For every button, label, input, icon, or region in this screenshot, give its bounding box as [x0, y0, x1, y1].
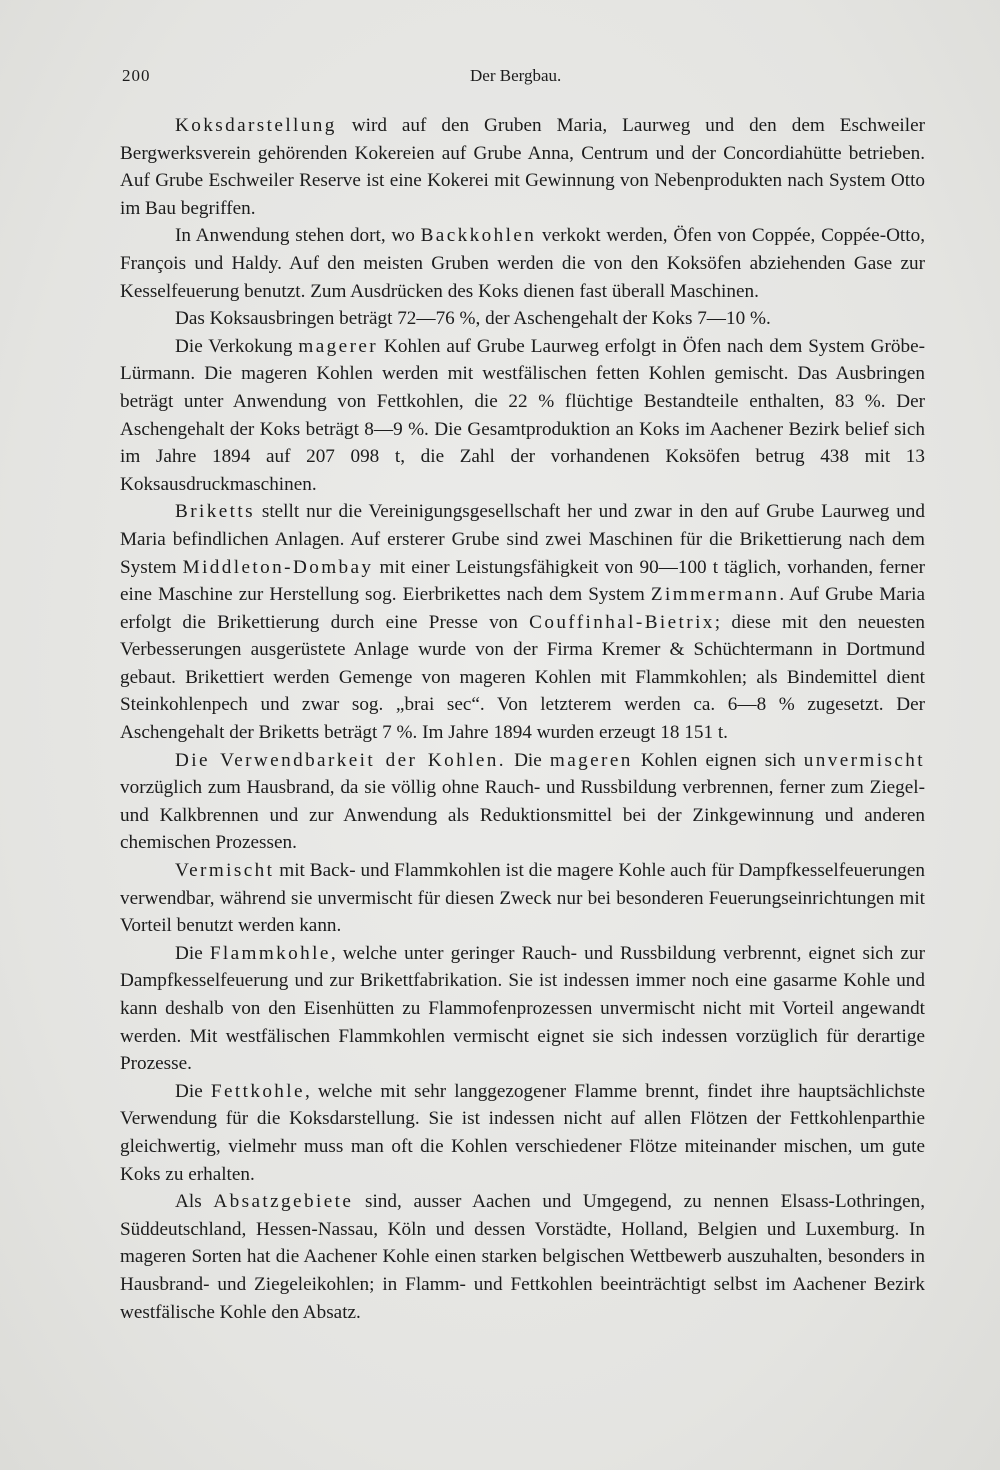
page-number: 200 [122, 66, 151, 85]
spaced-emphasis: Backkohlen [420, 225, 537, 247]
spaced-emphasis: Absatzgebiete [213, 1191, 354, 1213]
paragraph [120, 112, 925, 222]
text-run: . Auf Grube Maria erfolgt die Brikettierung durch eine Presse von [120, 584, 926, 633]
spaced-emphasis: Couffinhal-Bietrix [529, 611, 715, 633]
spaced-emphasis: mageren [549, 749, 633, 771]
paragraph [120, 1188, 925, 1326]
paragraph [120, 940, 925, 1078]
text-run: Die [505, 749, 550, 771]
text-run: Kohlen eignen sich [632, 749, 804, 771]
paragraph [120, 498, 925, 746]
text-run: ; diese mit den neuesten Verbesserungen ausgerüstete Anlage wurde von der Firma Kremer & Schüchtermann in Dortmund gebaut. Brikettiert werden Gemenge von mageren Kohlen mit Flammkohlen; als Bindemittel dient Steinkohlenpech und zwar sog. „brai sec“. Von letzterem werden ca. 6—8 % zugesetzt. Der Aschengehalt der Briketts beträgt 7 %. Im Jahre 1894 wurden erzeugt 18 151 t. [120, 611, 925, 744]
text-run: vorzüglich zum Hausbrand, da sie völlig ohne Rauch- und Russbildung verbrennen, ferner zum Ziegel- und Kalkbrennen und zur Anwendung als Reduktionsmittel bei der Zinkgewinnung und anderen chemischen Prozessen. [120, 777, 925, 854]
spaced-emphasis: Zimmermann [650, 584, 780, 606]
paragraph [120, 305, 925, 333]
spaced-emphasis: Die Verwendbarkeit der Kohlen. [175, 749, 506, 771]
spaced-emphasis: Flammkohle [209, 942, 331, 964]
spaced-emphasis: unvermischt [803, 749, 925, 771]
paragraph [120, 857, 925, 940]
spaced-emphasis: magerer [298, 335, 379, 357]
text-run: Die [175, 1080, 211, 1102]
text-run: wird auf den Gruben Maria, Laurweg und den dem Eschweiler Bergwerksverein gehörenden Kokereien auf Grube Anna, Centrum und der Concordiahütte betrieben. Auf Grube Eschweiler Reserve ist eine Kokerei mit Gewinnung von Nebenprodukten nach System Otto im Bau begriffen. [120, 115, 925, 219]
text-run: sind, ausser Aachen und Umgegend, zu nennen Elsass-Lothringen, Süddeutschland, Hessen-Nassau, Köln und dessen Vorstädte, Holland, Belgien und Luxemburg. In mageren Sorten hat die Aachener Kohle einen starken belgischen Wettbewerb auszuhalten, besonders in Hausbrand- und Ziegeleikohlen; in Flamm- und Fettkohlen beeinträchtigt selbst im Aachener Bezirk westfälische Kohle den Absatz. [120, 1191, 925, 1323]
text-run: Kohlen auf Grube Laurweg erfolgt in Öfen nach dem System Gröbe-Lürmann. Die mageren Kohlen werden mit westfälischen fetten Kohlen gemischt. Das Ausbringen beträgt unter Anwendung von Fettkohlen, die 22 % flüchtige Bestandteile enthalten, 83 %. Der Aschengehalt der Koks beträgt 8—9 %. Die Gesamtproduktion an Koks im Aachener Bezirk belief sich im Jahre 1894 auf 207 098 t, die Zahl der vorhandenen Koksöfen betrug 438 mit 13 Koksausdruckmaschinen. [120, 335, 925, 495]
paragraph [120, 1078, 925, 1188]
paragraph [120, 333, 925, 499]
paragraph [120, 222, 925, 305]
spaced-emphasis: Vermischt [175, 860, 275, 882]
text-run: , welche unter geringer Rauch- und Russbildung verbrennt, eignet sich zur Dampfkesselfeuerung und zur Brikettfabrikation. Sie ist indessen immer noch eine gasarme Kohle und kann deshalb von den Eisenhütten zu Flammofenprozessen unvermischt nicht mit Vorteil angewandt werden. Mit westfälischen Flammkohlen vermischt eignet sie sich indessen vorzüglich für derartige Prozesse. [120, 942, 925, 1075]
text-run: mit Back- und Flammkohlen ist die magere Kohle auch für Dampfkesselfeuerungen verwendbar, während sie unvermischt für diesen Zweck nur bei besonderen Feuerungseinrichtungen mit Vorteil benutzt werden kann. [120, 860, 925, 937]
text-run: Die [175, 942, 210, 964]
text-run: Das Koksausbringen beträgt 72—76 %, der Aschengehalt der Koks 7—10 %. [175, 308, 771, 330]
body-text [120, 112, 925, 1326]
text-run: Die Verkokung [175, 335, 299, 357]
text-run: In Anwendung stehen dort, wo [175, 225, 421, 247]
text-run: verkokt werden, Öfen von Coppée, Coppée-Otto, François und Haldy. Auf den meisten Gruben werden die von den Koksöfen abziehenden Gase zur Kesselfeuerung benutzt. Zum Ausdrücken des Koks dienen fast überall Maschinen. [120, 225, 925, 302]
spaced-emphasis: Koksdarstellung [175, 115, 337, 136]
paragraph [120, 747, 925, 857]
text-run: Als [175, 1191, 214, 1213]
text-run: , welche mit sehr langgezogener Flamme brennt, findet ihre hauptsächlichste Verwendung für die Koksdarstellung. Sie ist indessen nicht auf allen Flötzen der Fettkohlenparthie gleichwertig, vielmehr muss man oft die Kohlen verschiedener Flötze miteinander mischen, um gute Koks zu erhalten. [120, 1080, 925, 1185]
spaced-emphasis: Middleton-Dombay [182, 556, 374, 578]
running-title: Der Bergbau. [470, 66, 562, 85]
text-run: stellt nur die Vereinigungsgesellschaft her und zwar in den auf Grube Laurweg und Maria befindlichen Anlagen. Auf ersterer Grube sind zwei Maschinen für die Brikettierung nach dem System [120, 501, 925, 578]
running-header [122, 66, 922, 96]
spaced-emphasis: Briketts [175, 501, 255, 523]
spaced-emphasis: Fettkohle [210, 1080, 305, 1102]
text-run: mit einer Leistungsfähigkeit von 90—100 t täglich, vorhanden, ferner eine Maschine zur Herstellung sog. Eierbrikettes nach dem System [120, 556, 925, 606]
